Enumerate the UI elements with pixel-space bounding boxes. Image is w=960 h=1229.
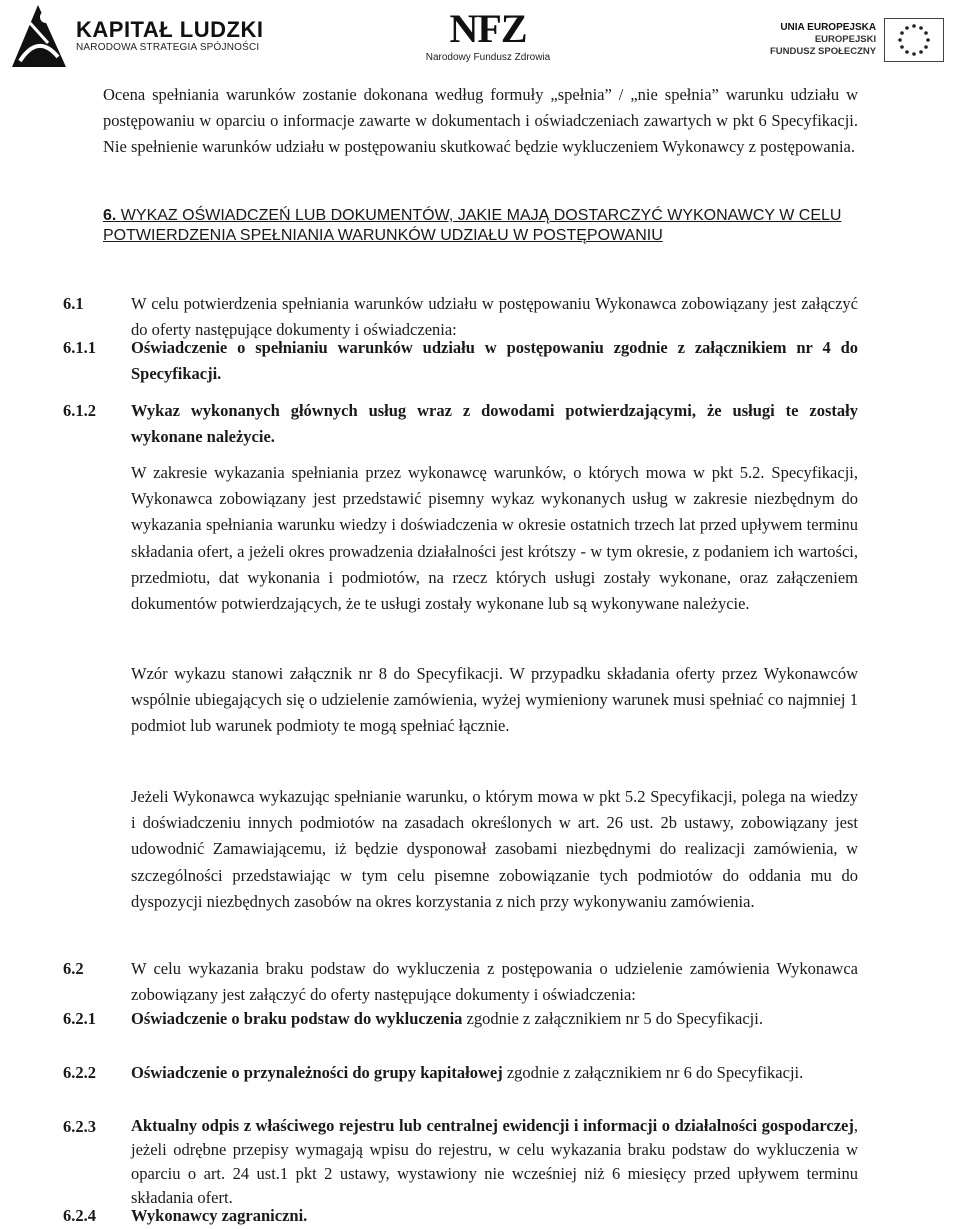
section-6-title: WYKAZ OŚWIADCZEŃ LUB DOKUMENTÓW, JAKIE MAJĄ DOSTARCZYĆ WYKONAWCY W CELU POTWIERDZENIA SPEŁNIANIA WARUNKÓW UDZIAŁU W POSTĘPOWANIU: [103, 207, 842, 244]
page-header: [0, 0, 960, 75]
eu-flag-icon: [884, 18, 944, 62]
s622-text: [131, 1060, 858, 1086]
s624-number: 6.2.4: [63, 1206, 96, 1225]
left-logo-subtitle: NARODOWA STRATEGIA SPÓJNOŚCI: [76, 42, 260, 53]
s61-text: W celu potwierdzenia spełniania warunków udziału w postępowaniu Wykonawca zobowiązany jest załączyć do oferty następujące dokumenty i oświadczenia:: [131, 294, 858, 340]
s621-bold: Oświadczenie o braku podstaw do wykluczenia: [131, 1009, 463, 1028]
s611-text: Oświadczenie o spełnianiu warunków udziału w postępowaniu zgodnie z załącznikiem nr 4 do Specyfikacji.: [131, 338, 858, 384]
s622-rest: zgodnie z załącznikiem nr 6 do Specyfikacji.: [502, 1063, 804, 1082]
eu-logo-line2: EUROPEJSKI: [814, 34, 877, 45]
section-6-heading: [103, 206, 858, 246]
jezeli-paragraph: Jeżeli Wykonawca wykazując spełnianie warunku, o którym mowa w pkt 5.2 Specyfikacji, polega na wiedzy i doświadczeniu innych podmiotów na zasadach określonych w art. 26 ust. 2b ustawy, zobowiązany jest udowodnić Zamawiającemu, iż będzie dysponował zasobami niezbędnymi do realizacji zamówienia, w szczególności przedstawiając w tym celu pisemne zobowiązanie tych podmiotów do oddania mu do dyspozycji niezbędnych zasobów na okres korzystania z nich przy wykonywaniu zamówienia.: [131, 787, 858, 911]
s623-text: [131, 1114, 858, 1210]
s622-bold: Oświadczenie o przynależności do grupy kapitałowej: [131, 1063, 503, 1082]
intro-paragraph: Ocena spełniania warunków zostanie dokonana według formuły „spełnia” / „nie spełnia” warunku udziału w postępowaniu w oparciu o informacje zawarte w dokumentach i oświadczeniach zawartych w pkt 6 Specyfikacji. Nie spełnienie warunków udziału w postępowaniu skutkować będzie wykluczeniem Wykonawcy z postępowania.: [103, 85, 858, 157]
eu-logo: [770, 18, 944, 62]
section-6-number: 6.: [103, 207, 117, 224]
s612-number: 6.1.2: [63, 401, 96, 420]
wzor-paragraph: Wzór wykazu stanowi załącznik nr 8 do Specyfikacji. W przypadku składania oferty przez Wykonawców wspólnie ubiegających się o udzielenie zamówienia, wyżej wymieniony warunek musi spełniać co najmniej 1 podmiot lub warunek podmioty te mogą spełniać łącznie.: [131, 664, 858, 736]
left-logo-title: KAPITAŁ LUDZKI: [76, 17, 264, 42]
eu-logo-line1: UNIA EUROPEJSKA: [780, 22, 877, 33]
s624-text: Wykonawcy zagraniczni.: [131, 1206, 308, 1225]
nfz-logo-subtitle: Narodowy Fundusz Zdrowia: [425, 52, 551, 63]
s621-text: [131, 1006, 858, 1032]
s623-rest: , jeżeli odrębne przepisy wymagają wpisu do rejestru, w celu wykazania braku podstaw do wykluczenia w oparciu o art. 24 ust.1 pkt 2 ustawy, wystawiony nie wcześniej niż 6 miesięcy przed upływem terminu składania ofert.: [131, 1116, 858, 1207]
s621-rest: zgodnie z załącznikiem nr 5 do Specyfikacji.: [462, 1009, 763, 1028]
wykaz-paragraph: W zakresie wykazania spełniania przez wykonawcę warunków, o których mowa w pkt 5.2. Specyfikacji, Wykonawca zobowiązany jest przedstawić pisemny wykaz wykonanych usług w zakresie niezbędnym do wykazania spełniania warunku wiedzy i doświadczenia w okresie ostatnich trzech lat przed upływem terminu składania ofert, a jeżeli okres prowadzenia działalności jest krótszy - w tym okresie, z podaniem ich wartości, przedmiotu, dat wykonania i podmiotów, na rzecz których usługi zostały wykonane, oraz załączeniem dokumentów potwierdzających, że te usługi zostały wykonane lub są wykonywane należycie.: [131, 463, 858, 614]
nfz-logo: [424, 6, 552, 64]
s623-number: 6.2.3: [63, 1117, 96, 1136]
eu-logo-line3: FUNDUSZ SPOŁECZNY: [770, 46, 877, 57]
s623-bold: Aktualny odpis z właściwego rejestru lub centralnej ewidencji i informacji o działalności gospodarczej: [131, 1116, 854, 1135]
s622-number: 6.2.2: [63, 1063, 96, 1082]
s61-number: 6.1: [63, 294, 84, 313]
kapital-ludzki-emblem-icon: [8, 3, 70, 69]
s62-text: W celu wykazania braku podstaw do wykluczenia z postępowania o udzielenie zamówienia Wykonawca zobowiązany jest załączyć do oferty następujące dokumenty i oświadczenia:: [131, 959, 858, 1005]
s62-number: 6.2: [63, 959, 84, 978]
kapital-ludzki-logo: [8, 2, 263, 70]
s612-text: Wykaz wykonanych głównych usług wraz z dowodami potwierdzającymi, że usługi te zostały wykonane należycie.: [131, 401, 858, 447]
s611-number: 6.1.1: [63, 338, 96, 357]
s621-number: 6.2.1: [63, 1009, 96, 1028]
nfz-logo-title: NFZ: [449, 6, 527, 51]
